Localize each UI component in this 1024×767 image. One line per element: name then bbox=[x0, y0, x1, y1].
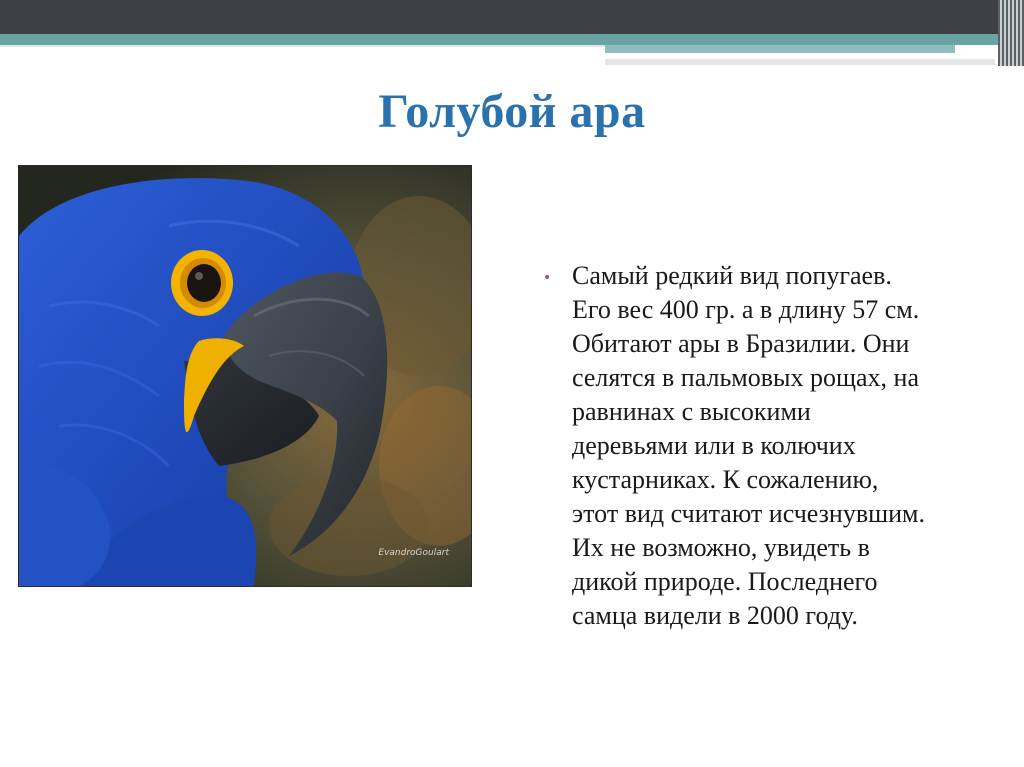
bullet-paragraph bbox=[572, 256, 925, 633]
bullet-line: Обитают ары в Бразилии. Они bbox=[572, 329, 910, 358]
hyacinth-macaw-icon bbox=[19, 166, 471, 586]
slide-title: Голубой ара bbox=[378, 85, 646, 138]
header-accent-bar bbox=[605, 45, 955, 53]
header-stripes bbox=[998, 0, 1024, 66]
header-band-teal bbox=[0, 34, 1000, 45]
bullet-line: дикой природе. Последнего bbox=[572, 567, 878, 596]
header-band-dark bbox=[0, 0, 1024, 34]
bullet-item bbox=[540, 256, 980, 633]
header-accent-line bbox=[605, 59, 995, 65]
bullet-line: равнинах с высокими bbox=[572, 397, 811, 426]
bullet-line: Его вес 400 гр. а в длину 57 см. bbox=[572, 295, 920, 324]
bullet-line: Самый редкий вид попугаев. bbox=[572, 261, 892, 290]
bullet-text-block bbox=[540, 256, 980, 633]
bullet-line: селятся в пальмовых рощах, на bbox=[572, 363, 920, 392]
bullet-line: деревьями или в колючих bbox=[572, 431, 856, 460]
header-line-left bbox=[0, 45, 605, 47]
bullet-dot-icon: • bbox=[543, 270, 552, 286]
photo-watermark: EvandroGoulart bbox=[378, 548, 449, 558]
bullet-line: Их не возможно, увидеть в bbox=[572, 533, 870, 562]
bullet-line: самца видели в 2000 году. bbox=[572, 601, 858, 630]
bullet-line: этот вид считают исчезнувшим. bbox=[572, 499, 926, 528]
bullet-line: кустарниках. К сожалению, bbox=[572, 465, 879, 494]
macaw-photo bbox=[18, 165, 472, 587]
